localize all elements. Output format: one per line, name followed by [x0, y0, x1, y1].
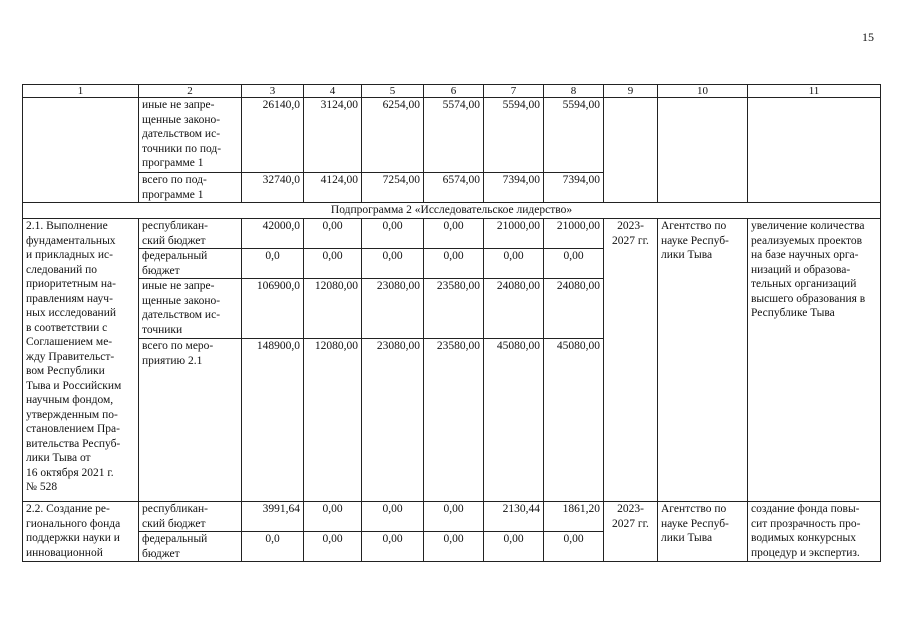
- value-cell: 0,00: [484, 249, 544, 279]
- subprogram-title: Подпрограмма 2 «Исследовательское лидерство»: [23, 203, 881, 219]
- funding-source: федеральный бюджет: [139, 249, 242, 279]
- col-header: 8: [544, 85, 604, 98]
- value-cell: 4124,00: [304, 173, 362, 203]
- empty-cell: [748, 98, 881, 203]
- table-row: [23, 219, 881, 249]
- value-cell: 148900,0: [242, 339, 304, 502]
- value-cell: 0,00: [304, 219, 362, 249]
- value-cell: 7254,00: [362, 173, 424, 203]
- activity-name: 2.2. Создание ре- гионального фонда поддержки науки и инновационной: [23, 502, 139, 562]
- value-cell: 21000,00: [484, 219, 544, 249]
- value-cell: 7394,00: [484, 173, 544, 203]
- value-cell: 0,00: [424, 502, 484, 532]
- value-cell: 0,00: [304, 249, 362, 279]
- empty-cell: [658, 98, 748, 203]
- value-cell: 6574,00: [424, 173, 484, 203]
- value-cell: 3124,00: [304, 98, 362, 173]
- funding-source: федеральный бюджет: [139, 532, 242, 562]
- value-cell: 0,00: [484, 532, 544, 562]
- value-cell: 0,00: [362, 219, 424, 249]
- executor-cell: Агентство по науке Респуб- лики Тыва: [658, 219, 748, 502]
- value-cell: 0,00: [544, 532, 604, 562]
- value-cell: 23080,00: [362, 339, 424, 502]
- col-header: 6: [424, 85, 484, 98]
- col-header: 3: [242, 85, 304, 98]
- value-cell: 5594,00: [484, 98, 544, 173]
- col-header: 7: [484, 85, 544, 98]
- table-row: [23, 98, 881, 173]
- value-cell: 7394,00: [544, 173, 604, 203]
- header-row: [23, 85, 881, 98]
- value-cell: 5594,00: [544, 98, 604, 173]
- value-cell: 0,00: [304, 532, 362, 562]
- value-cell: 23080,00: [362, 279, 424, 339]
- empty-cell: [604, 98, 658, 203]
- result-cell: создание фонда повы- сит прозрачность про- водимых конкурсных процедур и экспертиз.: [748, 502, 881, 562]
- col-header: 11: [748, 85, 881, 98]
- result-cell: увеличение количества реализуемых проектов на базе научных орга- низаций и образова- тельных организаций высшего образования в Республике Тыва: [748, 219, 881, 502]
- value-cell: 1861,20: [544, 502, 604, 532]
- page-number: 15: [862, 30, 874, 44]
- value-cell: 12080,00: [304, 339, 362, 502]
- funding-source: иные не запре- щенные законо- дательством ис- точники: [139, 279, 242, 339]
- value-cell: 0,00: [424, 219, 484, 249]
- col-header: 9: [604, 85, 658, 98]
- value-cell: 0,00: [362, 249, 424, 279]
- funding-source: республикан- ский бюджет: [139, 219, 242, 249]
- value-cell: 2130,44: [484, 502, 544, 532]
- value-cell: 0,00: [362, 502, 424, 532]
- executor-cell: Агентство по науке Респуб- лики Тыва: [658, 502, 748, 562]
- value-cell: 42000,0: [242, 219, 304, 249]
- funding-source: иные не запре- щенные законо- дательством ис- точники по под- программе 1: [139, 98, 242, 173]
- value-cell: 21000,00: [544, 219, 604, 249]
- value-cell: 12080,00: [304, 279, 362, 339]
- value-cell: 0,00: [544, 249, 604, 279]
- value-cell: 0,00: [362, 532, 424, 562]
- value-cell: 5574,00: [424, 98, 484, 173]
- period-cell: 2023- 2027 гг.: [604, 219, 658, 502]
- activity-name: 2.1. Выполнение фундаментальных и прикладных ис- следований по приоритетным на- правлениям науч- ных исследований в соответствии с Соглашением ме- жду Правительст- вом Республики Тыва и Российским научным фондом, утвержденным по- становлением Пра- вительства Респуб- лики Тыва от 16 октября 2021 г. № 528: [23, 219, 139, 502]
- value-cell: 6254,00: [362, 98, 424, 173]
- value-cell: 45080,00: [544, 339, 604, 502]
- value-cell: 106900,0: [242, 279, 304, 339]
- budget-table: [22, 84, 881, 562]
- value-cell: 23580,00: [424, 279, 484, 339]
- col-header: 1: [23, 85, 139, 98]
- value-cell: 0,0: [242, 532, 304, 562]
- period-cell: 2023- 2027 гг.: [604, 502, 658, 562]
- funding-source: республикан- ский бюджет: [139, 502, 242, 532]
- value-cell: 24080,00: [484, 279, 544, 339]
- value-cell: 0,00: [424, 249, 484, 279]
- empty-cell: [23, 98, 139, 203]
- value-cell: 24080,00: [544, 279, 604, 339]
- value-cell: 3991,64: [242, 502, 304, 532]
- value-cell: 0,0: [242, 249, 304, 279]
- value-cell: 0,00: [424, 532, 484, 562]
- funding-source: всего по меро- приятию 2.1: [139, 339, 242, 502]
- funding-source: всего по под- программе 1: [139, 173, 242, 203]
- value-cell: 26140,0: [242, 98, 304, 173]
- col-header: 5: [362, 85, 424, 98]
- value-cell: 0,00: [304, 502, 362, 532]
- table-row: [23, 502, 881, 532]
- value-cell: 45080,00: [484, 339, 544, 502]
- col-header: 2: [139, 85, 242, 98]
- col-header: 4: [304, 85, 362, 98]
- value-cell: 32740,0: [242, 173, 304, 203]
- col-header: 10: [658, 85, 748, 98]
- value-cell: 23580,00: [424, 339, 484, 502]
- subprogram-title-row: [23, 203, 881, 219]
